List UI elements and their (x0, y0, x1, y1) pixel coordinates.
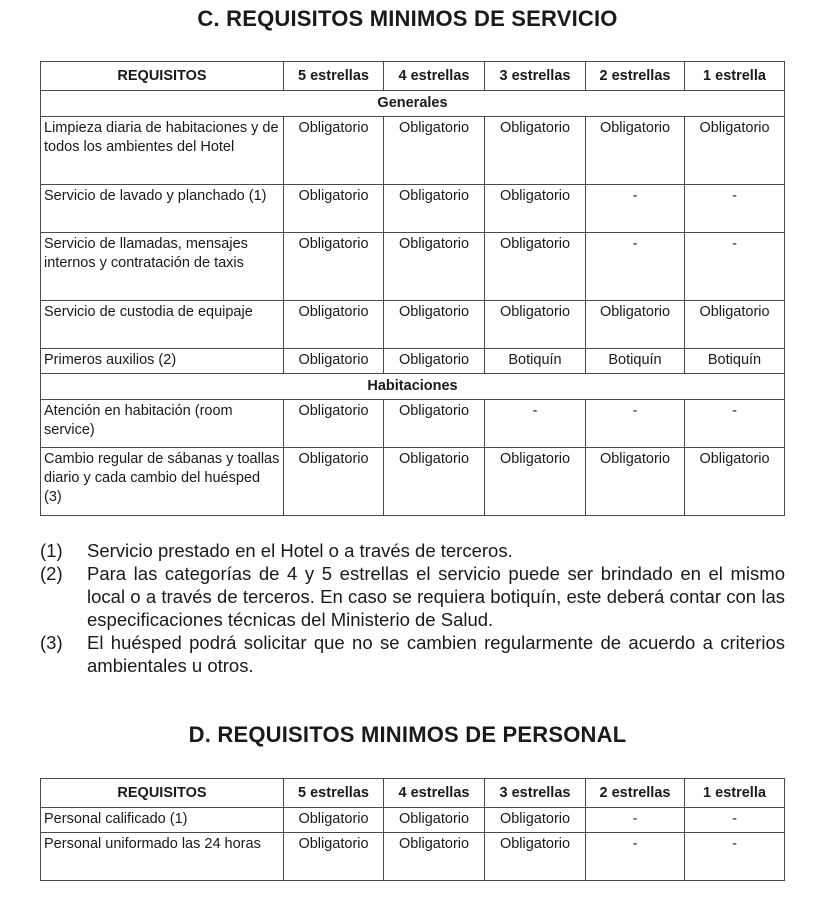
service-requirements-table (40, 61, 785, 516)
table-row (41, 400, 785, 448)
value-3-stars: - (485, 400, 586, 448)
value-5-stars: Obligatorio (284, 301, 384, 349)
value-3-stars: Obligatorio (485, 117, 586, 185)
value-5-stars: Obligatorio (284, 349, 384, 374)
footnote-text: Servicio prestado en el Hotel o a través de terceros. (87, 540, 513, 561)
group-row-habitaciones (41, 374, 785, 400)
value-1-star: Obligatorio (685, 301, 785, 349)
group-label: Generales (41, 91, 785, 117)
personnel-requirements-table (40, 778, 785, 881)
footnote-text: Para las categorías de 4 y 5 estrellas el servicio puede ser brindado en el mismo local o a través de terceros. En caso se requiera botiquín, este deberá contar con las especificaciones técnicas del Ministerio de Salud. (87, 563, 785, 630)
value-4-stars: Obligatorio (384, 833, 485, 881)
header-row (41, 779, 785, 808)
header-row (41, 62, 785, 91)
group-label: Habitaciones (41, 374, 785, 400)
value-2-stars: Botiquín (586, 349, 685, 374)
table-row (41, 833, 785, 881)
value-4-stars: Obligatorio (384, 808, 485, 833)
value-3-stars: Obligatorio (485, 833, 586, 881)
value-4-stars: Obligatorio (384, 448, 485, 516)
header-5-stars: 5 estrellas (284, 779, 384, 808)
value-4-stars: Obligatorio (384, 185, 485, 233)
value-5-stars: Obligatorio (284, 808, 384, 833)
value-4-stars: Obligatorio (384, 233, 485, 301)
value-2-stars: - (586, 808, 685, 833)
footnote-1 (40, 539, 785, 562)
value-2-stars: - (586, 233, 685, 301)
requirement-name: Limpieza diaria de habitaciones y de todos los ambientes del Hotel (41, 117, 284, 185)
value-1-star: - (685, 808, 785, 833)
footnote-number: (1) (40, 540, 63, 561)
value-3-stars: Obligatorio (485, 808, 586, 833)
value-3-stars: Botiquín (485, 349, 586, 374)
value-2-stars: - (586, 833, 685, 881)
requirement-name: Primeros auxilios (2) (41, 349, 284, 374)
value-2-stars: - (586, 400, 685, 448)
value-4-stars: Obligatorio (384, 400, 485, 448)
value-1-star: Obligatorio (685, 117, 785, 185)
header-2-stars: 2 estrellas (586, 62, 685, 91)
requirement-name: Personal uniformado las 24 horas (41, 833, 284, 881)
value-1-star: Botiquín (685, 349, 785, 374)
header-2-stars: 2 estrellas (586, 779, 685, 808)
footnotes (40, 539, 785, 677)
requirement-name: Atención en habitación (room service) (41, 400, 284, 448)
value-4-stars: Obligatorio (384, 301, 485, 349)
value-3-stars: Obligatorio (485, 448, 586, 516)
table-row (41, 448, 785, 516)
header-1-star: 1 estrella (685, 779, 785, 808)
table-row (41, 185, 785, 233)
section-d-title: D. REQUISITOS MINIMOS DE PERSONAL (188, 722, 627, 747)
header-4-stars: 4 estrellas (384, 779, 485, 808)
value-3-stars: Obligatorio (485, 185, 586, 233)
header-3-stars: 3 estrellas (485, 62, 586, 91)
footnote-2 (40, 562, 785, 631)
value-1-star: - (685, 833, 785, 881)
header-1-star: 1 estrella (685, 62, 785, 91)
header-4-stars: 4 estrellas (384, 62, 485, 91)
value-1-star: - (685, 233, 785, 301)
value-1-star: - (685, 400, 785, 448)
value-1-star: - (685, 185, 785, 233)
footnote-text: El huésped podrá solicitar que no se cambien regularmente de acuerdo a criterios ambientales u otros. (87, 632, 785, 676)
header-requisitos: REQUISITOS (41, 779, 284, 808)
requirement-name: Servicio de lavado y planchado (1) (41, 185, 284, 233)
section-c-title: C. REQUISITOS MINIMOS DE SERVICIO (197, 6, 618, 31)
header-requisitos: REQUISITOS (41, 62, 284, 91)
value-5-stars: Obligatorio (284, 400, 384, 448)
value-5-stars: Obligatorio (284, 833, 384, 881)
value-5-stars: Obligatorio (284, 233, 384, 301)
requirement-name: Servicio de custodia de equipaje (41, 301, 284, 349)
value-4-stars: Obligatorio (384, 349, 485, 374)
table-row (41, 117, 785, 185)
value-5-stars: Obligatorio (284, 117, 384, 185)
value-2-stars: Obligatorio (586, 448, 685, 516)
footnote-3 (40, 631, 785, 677)
value-5-stars: Obligatorio (284, 448, 384, 516)
value-3-stars: Obligatorio (485, 301, 586, 349)
footnote-number: (2) (40, 563, 63, 584)
group-row-generales (41, 91, 785, 117)
requirement-name: Cambio regular de sábanas y toallas diario y cada cambio del huésped (3) (41, 448, 284, 516)
value-4-stars: Obligatorio (384, 117, 485, 185)
header-5-stars: 5 estrellas (284, 62, 384, 91)
requirement-name: Servicio de llamadas, mensajes internos y contratación de taxis (41, 233, 284, 301)
value-1-star: Obligatorio (685, 448, 785, 516)
requirement-name: Personal calificado (1) (41, 808, 284, 833)
value-2-stars: Obligatorio (586, 117, 685, 185)
table-row (41, 301, 785, 349)
table-row (41, 233, 785, 301)
header-3-stars: 3 estrellas (485, 779, 586, 808)
value-2-stars: Obligatorio (586, 301, 685, 349)
value-2-stars: - (586, 185, 685, 233)
table-row (41, 349, 785, 374)
value-3-stars: Obligatorio (485, 233, 586, 301)
footnote-number: (3) (40, 632, 63, 653)
value-5-stars: Obligatorio (284, 185, 384, 233)
table-row (41, 808, 785, 833)
